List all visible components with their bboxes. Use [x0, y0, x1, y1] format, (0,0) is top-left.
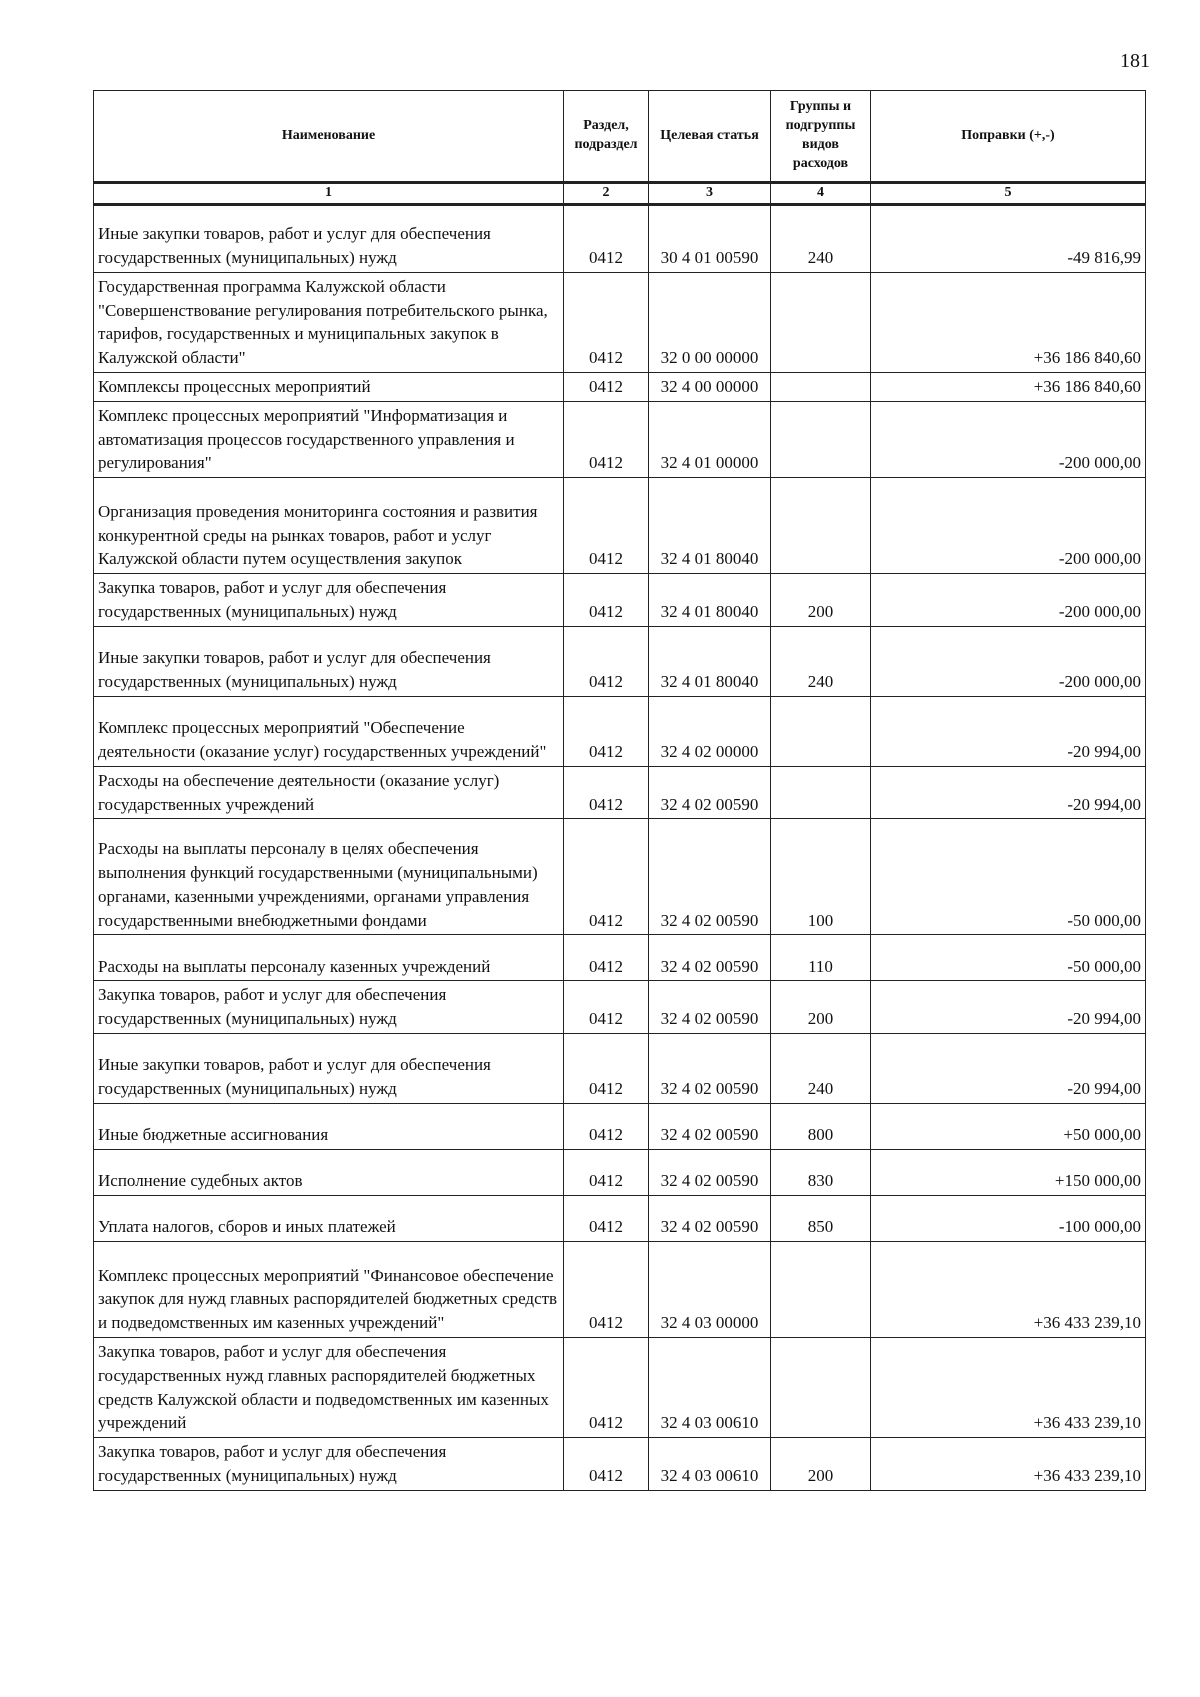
row-name: Расходы на выплаты персоналу в целях обеспечения выполнения функций государственными (муниципальными) органами, казенными учреждениями, органами управления государственными внебюджетными фондами [94, 819, 564, 935]
row-section: 0412 [564, 1104, 649, 1150]
row-name: Иные закупки товаров, работ и услуг для обеспечения государственных (муниципальных) нужд [94, 1034, 564, 1104]
row-target: 32 4 00 00000 [649, 373, 771, 402]
row-target: 32 4 01 80040 [649, 626, 771, 696]
row-group: 200 [771, 981, 871, 1034]
header-group: Группы и подгруппы видов расходов [771, 91, 871, 183]
row-section: 0412 [564, 1242, 649, 1338]
row-name: Иные закупки товаров, работ и услуг для обеспечения государственных (муниципальных) нужд [94, 626, 564, 696]
row-group [771, 1338, 871, 1438]
row-target: 32 0 00 00000 [649, 272, 771, 372]
header-target: Целевая статья [649, 91, 771, 183]
table-row [94, 272, 1146, 372]
table-row [94, 935, 1146, 981]
row-group: 240 [771, 626, 871, 696]
row-section: 0412 [564, 1338, 649, 1438]
row-section: 0412 [564, 1438, 649, 1491]
row-name: Комплекс процессных мероприятий "Финансовое обеспечение закупок для нужд главных распорядителей бюджетных средств и подведомственных им казенных учреждений" [94, 1242, 564, 1338]
row-amount: +36 433 239,10 [871, 1242, 1146, 1338]
row-name: Иные бюджетные ассигнования [94, 1104, 564, 1150]
row-group [771, 1242, 871, 1338]
row-target: 32 4 03 00000 [649, 1242, 771, 1338]
row-group: 850 [771, 1196, 871, 1242]
row-section: 0412 [564, 478, 649, 574]
row-target: 32 4 02 00590 [649, 1034, 771, 1104]
row-section: 0412 [564, 819, 649, 935]
row-name: Государственная программа Калужской области "Совершенствование регулирования потребительского рынка, тарифов, государственных и муниципальных закупок в Калужской области" [94, 272, 564, 372]
row-section: 0412 [564, 1034, 649, 1104]
column-number: 2 [564, 183, 649, 205]
column-number: 1 [94, 183, 564, 205]
row-amount: +50 000,00 [871, 1104, 1146, 1150]
column-number: 5 [871, 183, 1146, 205]
row-group: 200 [771, 574, 871, 627]
page-number: 181 [1120, 50, 1150, 72]
column-number: 3 [649, 183, 771, 205]
row-group: 200 [771, 1438, 871, 1491]
row-name: Расходы на выплаты персоналу казенных учреждений [94, 935, 564, 981]
row-amount: -20 994,00 [871, 981, 1146, 1034]
row-target: 32 4 03 00610 [649, 1438, 771, 1491]
row-target: 32 4 01 80040 [649, 574, 771, 627]
row-name: Закупка товаров, работ и услуг для обеспечения государственных нужд главных распорядителей бюджетных средств Калужской области и подведомственных им казенных учреждений [94, 1338, 564, 1438]
table-row [94, 1338, 1146, 1438]
row-amount: -20 994,00 [871, 766, 1146, 819]
row-target: 32 4 02 00590 [649, 935, 771, 981]
row-name: Закупка товаров, работ и услуг для обеспечения государственных (муниципальных) нужд [94, 574, 564, 627]
table-body [94, 204, 1146, 1490]
row-section: 0412 [564, 1196, 649, 1242]
row-target: 32 4 03 00610 [649, 1338, 771, 1438]
row-group: 100 [771, 819, 871, 935]
row-amount: +36 433 239,10 [871, 1438, 1146, 1491]
row-name: Закупка товаров, работ и услуг для обеспечения государственных (муниципальных) нужд [94, 1438, 564, 1491]
table-row [94, 1150, 1146, 1196]
table-row [94, 373, 1146, 402]
row-target: 32 4 02 00000 [649, 696, 771, 766]
row-amount: +36 186 840,60 [871, 272, 1146, 372]
row-group [771, 401, 871, 477]
column-numbers-row [94, 183, 1146, 205]
row-target: 32 4 01 00000 [649, 401, 771, 477]
row-section: 0412 [564, 696, 649, 766]
table-row [94, 981, 1146, 1034]
row-section: 0412 [564, 204, 649, 272]
table-row [94, 626, 1146, 696]
row-amount: -200 000,00 [871, 626, 1146, 696]
row-name: Комплекс процессных мероприятий "Обеспечение деятельности (оказание услуг) государственных учреждений" [94, 696, 564, 766]
row-section: 0412 [564, 981, 649, 1034]
row-target: 30 4 01 00590 [649, 204, 771, 272]
row-section: 0412 [564, 272, 649, 372]
row-group [771, 766, 871, 819]
row-group: 830 [771, 1150, 871, 1196]
table-row [94, 1034, 1146, 1104]
row-section: 0412 [564, 766, 649, 819]
table-row [94, 1242, 1146, 1338]
row-amount: -20 994,00 [871, 696, 1146, 766]
row-group [771, 478, 871, 574]
row-target: 32 4 02 00590 [649, 1150, 771, 1196]
row-section: 0412 [564, 1150, 649, 1196]
row-amount: -200 000,00 [871, 478, 1146, 574]
row-group: 110 [771, 935, 871, 981]
header-row [94, 91, 1146, 183]
row-group [771, 272, 871, 372]
header-section: Раздел, подраздел [564, 91, 649, 183]
row-section: 0412 [564, 373, 649, 402]
table-row [94, 204, 1146, 272]
row-section: 0412 [564, 574, 649, 627]
row-group: 240 [771, 204, 871, 272]
row-name: Комплексы процессных мероприятий [94, 373, 564, 402]
table-row [94, 574, 1146, 627]
row-target: 32 4 02 00590 [649, 981, 771, 1034]
table-row [94, 819, 1146, 935]
table-row [94, 1196, 1146, 1242]
row-group: 800 [771, 1104, 871, 1150]
row-section: 0412 [564, 935, 649, 981]
budget-table [93, 90, 1146, 1491]
row-section: 0412 [564, 401, 649, 477]
table-row [94, 401, 1146, 477]
row-amount: +36 433 239,10 [871, 1338, 1146, 1438]
row-amount: +150 000,00 [871, 1150, 1146, 1196]
row-name: Комплекс процессных мероприятий "Информатизация и автоматизация процессов государственного управления и регулирования" [94, 401, 564, 477]
row-name: Иные закупки товаров, работ и услуг для обеспечения государственных (муниципальных) нужд [94, 204, 564, 272]
row-group [771, 373, 871, 402]
row-target: 32 4 02 00590 [649, 1104, 771, 1150]
column-number: 4 [771, 183, 871, 205]
row-name: Уплата налогов, сборов и иных платежей [94, 1196, 564, 1242]
row-section: 0412 [564, 626, 649, 696]
header-name: Наименование [94, 91, 564, 183]
table-row [94, 478, 1146, 574]
row-target: 32 4 01 80040 [649, 478, 771, 574]
row-target: 32 4 02 00590 [649, 1196, 771, 1242]
row-amount: -50 000,00 [871, 819, 1146, 935]
row-amount: -200 000,00 [871, 574, 1146, 627]
row-amount: -200 000,00 [871, 401, 1146, 477]
row-name: Закупка товаров, работ и услуг для обеспечения государственных (муниципальных) нужд [94, 981, 564, 1034]
row-group [771, 696, 871, 766]
row-name: Организация проведения мониторинга состояния и развития конкурентной среды на рынках товаров, работ и услуг Калужской области путем осуществления закупок [94, 478, 564, 574]
row-amount: -100 000,00 [871, 1196, 1146, 1242]
table-row [94, 696, 1146, 766]
row-amount: +36 186 840,60 [871, 373, 1146, 402]
row-amount: -20 994,00 [871, 1034, 1146, 1104]
row-name: Расходы на обеспечение деятельности (оказание услуг) государственных учреждений [94, 766, 564, 819]
row-amount: -50 000,00 [871, 935, 1146, 981]
table-row [94, 1438, 1146, 1491]
table-row [94, 1104, 1146, 1150]
header-amount: Поправки (+,-) [871, 91, 1146, 183]
row-group: 240 [771, 1034, 871, 1104]
table-row [94, 766, 1146, 819]
row-target: 32 4 02 00590 [649, 766, 771, 819]
row-target: 32 4 02 00590 [649, 819, 771, 935]
row-amount: -49 816,99 [871, 204, 1146, 272]
row-name: Исполнение судебных актов [94, 1150, 564, 1196]
